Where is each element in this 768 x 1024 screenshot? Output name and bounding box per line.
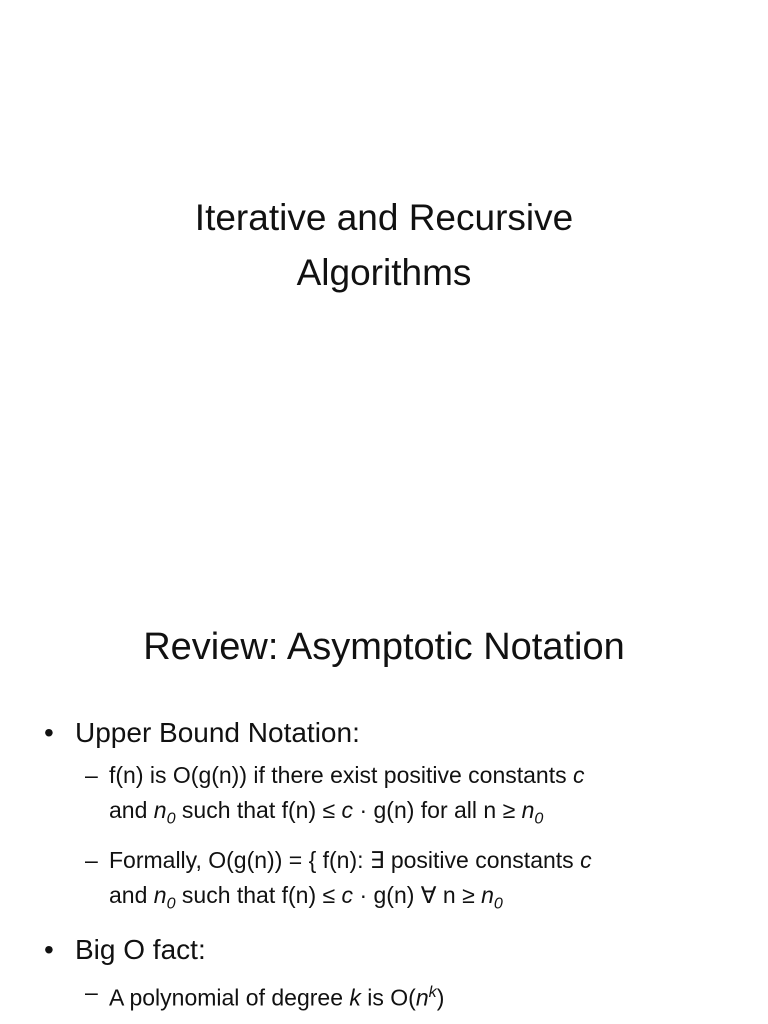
- sub-bullet-marker: –: [85, 762, 98, 788]
- bullet-marker: •: [44, 934, 54, 966]
- bullet-big-o-fact: [44, 931, 734, 969]
- sub-line-2: and $n_0$ such that f(n) ≤ c · g(n) for all $n \ge n_0$: [109, 797, 544, 828]
- slide-2-title: Review: Asymptotic Notation: [143, 626, 625, 668]
- title-line-1: Iterative and Recursive: [194, 197, 574, 238]
- sub-line-2: and $n_0$ such that f(n) ≤ c · g(n) ∀ $n \ge n_0$: [109, 881, 503, 913]
- bullet-upper-bound: [44, 714, 734, 752]
- sub-line-1: A polynomial of degree k is $O(n^k)$: [109, 983, 445, 1011]
- sub-bullet-formal: [44, 843, 734, 922]
- sub-line-1: Formally, O(g(n)) = { f(n): ∃ positive constants c: [109, 846, 592, 873]
- bullet-text: Big O fact:: [75, 934, 206, 966]
- slide-1-title: [0, 190, 768, 300]
- sub-bullet-polynomial: [44, 975, 734, 1016]
- title-line-2: Algorithms: [296, 252, 472, 293]
- slide-2: [0, 576, 768, 1024]
- bullet-text: Upper Bound Notation:: [75, 717, 360, 748]
- sub-bullet-marker: –: [85, 846, 98, 873]
- sub-bullet-marker: –: [85, 979, 98, 1006]
- sub-bullet-definition: [44, 758, 734, 837]
- bullet-marker: •: [44, 717, 54, 748]
- bullet-list: [44, 714, 734, 1016]
- sub-line-1: f(n) is O(g(n)) if there exist positive constants c: [109, 762, 585, 788]
